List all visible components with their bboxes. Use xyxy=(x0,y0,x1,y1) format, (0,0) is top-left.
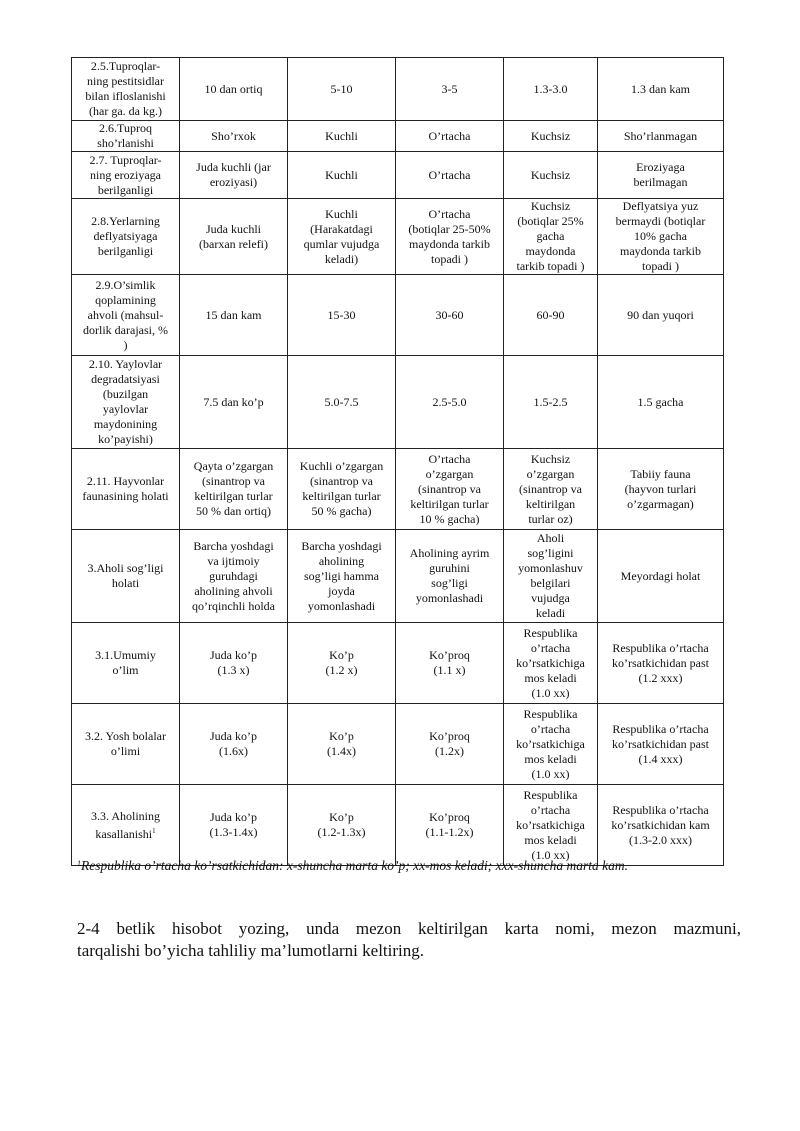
criterion-level-cell-2: 15-30 xyxy=(288,275,396,356)
criterion-level-cell-4: 1.3-3.0 xyxy=(504,58,598,121)
footnote-mark: 1 xyxy=(77,859,81,868)
table-row xyxy=(72,275,724,356)
criterion-level-cell-5: Eroziyaga berilmagan xyxy=(598,152,724,199)
table-row xyxy=(72,623,724,704)
criterion-name-cell: 2.10. Yaylovlar degradatsiyasi (buzilgan yaylovlar maydonining ko’payishi) xyxy=(72,356,180,449)
criterion-level-cell-2: Ko’p (1.4x) xyxy=(288,704,396,785)
criterion-level-cell-3: Aholining ayrim guruhini sog’ligi yomonlashadi xyxy=(396,530,504,623)
table-row xyxy=(72,785,724,866)
criteria-table xyxy=(71,57,724,866)
criterion-level-cell-4: Kuchsiz (botiqlar 25% gacha maydonda tarkib topadi ) xyxy=(504,199,598,275)
criterion-level-cell-4: 1.5-2.5 xyxy=(504,356,598,449)
criterion-name-cell: 2.5.Tuproqlar- ning pestitsidlar bilan ifloslanishi (har ga. da kg.) xyxy=(72,58,180,121)
criterion-level-cell-3: O’rtacha o’zgargan (sinantrop va keltirilgan turlar 10 % gacha) xyxy=(396,449,504,530)
criterion-level-cell-5: 90 dan yuqori xyxy=(598,275,724,356)
footnote xyxy=(77,857,757,875)
criterion-level-cell-1: Juda kuchli (jar eroziyasi) xyxy=(180,152,288,199)
criterion-level-cell-5: Respublika o’rtacha ko’rsatkichidan past (1.4 xxx) xyxy=(598,704,724,785)
criterion-level-cell-4: Respublika o’rtacha ko’rsatkichiga mos keladi (1.0 xx) xyxy=(504,704,598,785)
table-footnote-mark: 1 xyxy=(152,826,156,835)
table-row xyxy=(72,152,724,199)
criterion-level-cell-2: Ko’p (1.2 x) xyxy=(288,623,396,704)
criterion-level-cell-5: Meyordagi holat xyxy=(598,530,724,623)
criterion-level-cell-3: Ko’proq (1.1 x) xyxy=(396,623,504,704)
criterion-level-cell-2: Barcha yoshdagi aholining sog’ligi hamma joyda yomonlashadi xyxy=(288,530,396,623)
criterion-level-cell-1: Barcha yoshdagi va ijtimoiy guruhdagi aholining ahvoli qo’rqinchli holda xyxy=(180,530,288,623)
criterion-level-cell-3: Ko’proq (1.2x) xyxy=(396,704,504,785)
task-line-2: tarqalishi bo’yicha tahliliy ma’lumotlarni keltiring. xyxy=(77,941,424,960)
criterion-name-cell: 3.2. Yosh bolalar o’limi xyxy=(72,704,180,785)
criterion-name-cell: 2.8.Yerlarning deflyatsiyaga berilganligi xyxy=(72,199,180,275)
criterion-level-cell-2: 5.0-7.5 xyxy=(288,356,396,449)
table-row xyxy=(72,449,724,530)
criterion-level-cell-4: Respublika o’rtacha ko’rsatkichiga mos keladi (1.0 xx) xyxy=(504,623,598,704)
criterion-level-cell-1: Juda ko’p (1.3 x) xyxy=(180,623,288,704)
criterion-level-cell-2: Kuchli xyxy=(288,121,396,152)
criterion-level-cell-3: 2.5-5.0 xyxy=(396,356,504,449)
criterion-level-cell-4: Kuchsiz o’zgargan (sinantrop va keltirilgan turlar oz) xyxy=(504,449,598,530)
criterion-level-cell-3: O’rtacha (botiqlar 25-50% maydonda tarkib topadi ) xyxy=(396,199,504,275)
criterion-level-cell-2: Kuchli xyxy=(288,152,396,199)
criterion-level-cell-4: Respublika o’rtacha ko’rsatkichiga mos keladi (1.0 xx) xyxy=(504,785,598,866)
criterion-name-cell: 3.Aholi sog’ligi holati xyxy=(72,530,180,623)
criterion-level-cell-1: Juda kuchli (barxan relefi) xyxy=(180,199,288,275)
criterion-name-cell: 2.11. Hayvonlar faunasining holati xyxy=(72,449,180,530)
criterion-level-cell-1: Sho’rxok xyxy=(180,121,288,152)
criterion-level-cell-1: 10 dan ortiq xyxy=(180,58,288,121)
criterion-level-cell-5: Respublika o’rtacha ko’rsatkichidan kam (1.3-2.0 xxx) xyxy=(598,785,724,866)
criterion-level-cell-1: Qayta o’zgargan (sinantrop va keltirilgan turlar 50 % dan ortiq) xyxy=(180,449,288,530)
task-paragraph xyxy=(77,918,741,962)
criterion-level-cell-3: 30-60 xyxy=(396,275,504,356)
table-row xyxy=(72,199,724,275)
criterion-level-cell-4: Aholi sog’ligini yomonlashuv belgilari vujudga keladi xyxy=(504,530,598,623)
criterion-level-cell-3: 3-5 xyxy=(396,58,504,121)
criterion-level-cell-2: 5-10 xyxy=(288,58,396,121)
criterion-level-cell-5: 1.3 dan kam xyxy=(598,58,724,121)
task-line-1: 2-4 betlik hisobot yozing, unda mezon keltirilgan karta nomi, mezon mazmuni, xyxy=(77,919,741,938)
criterion-name-cell: 3.1.Umumiy o’lim xyxy=(72,623,180,704)
criterion-name-cell: 2.7. Tuproqlar- ning eroziyaga berilganligi xyxy=(72,152,180,199)
criterion-level-cell-4: Kuchsiz xyxy=(504,121,598,152)
criterion-level-cell-5: Respublika o’rtacha ko’rsatkichidan past (1.2 xxx) xyxy=(598,623,724,704)
criterion-level-cell-4: Kuchsiz xyxy=(504,152,598,199)
table-row xyxy=(72,356,724,449)
criterion-level-cell-5: Tabiiy fauna (hayvon turlari o’zgarmagan) xyxy=(598,449,724,530)
criterion-level-cell-2: Ko’p (1.2-1.3x) xyxy=(288,785,396,866)
criterion-level-cell-5: Sho’rlanmagan xyxy=(598,121,724,152)
table-row xyxy=(72,530,724,623)
footnote-text: Respublika o’rtacha ko’rsatkichidan: x-shuncha marta ko’p; xx-mos keladi; xxx-shuncha marta kam. xyxy=(81,858,628,873)
criterion-level-cell-5: 1.5 gacha xyxy=(598,356,724,449)
criterion-level-cell-1: 7.5 dan ko’p xyxy=(180,356,288,449)
criterion-name-cell: 3.3. Aholining kasallanishi$^1$ xyxy=(72,785,180,866)
criteria-table-body xyxy=(72,58,724,866)
criterion-level-cell-1: Juda ko’p (1.3-1.4x) xyxy=(180,785,288,866)
criterion-level-cell-2: Kuchli o’zgargan (sinantrop va keltirilgan turlar 50 % gacha) xyxy=(288,449,396,530)
criterion-level-cell-3: Ko’proq (1.1-1.2x) xyxy=(396,785,504,866)
criterion-level-cell-2: Kuchli (Harakatdagi qumlar vujudga keladi) xyxy=(288,199,396,275)
criterion-name-cell: 2.6.Tuproq sho’rlanishi xyxy=(72,121,180,152)
criterion-level-cell-1: Juda ko’p (1.6x) xyxy=(180,704,288,785)
table-row xyxy=(72,704,724,785)
criterion-level-cell-4: 60-90 xyxy=(504,275,598,356)
criterion-level-cell-5: Deflyatsiya yuz bermaydi (botiqlar 10% gacha maydonda tarkib topadi ) xyxy=(598,199,724,275)
criterion-level-cell-1: 15 dan kam xyxy=(180,275,288,356)
criterion-name-cell: 2.9.O’simlik qoplamining ahvoli (mahsul- dorlik darajasi, % ) xyxy=(72,275,180,356)
table-row xyxy=(72,121,724,152)
criterion-level-cell-3: O’rtacha xyxy=(396,152,504,199)
criterion-level-cell-3: O’rtacha xyxy=(396,121,504,152)
table-row xyxy=(72,58,724,121)
